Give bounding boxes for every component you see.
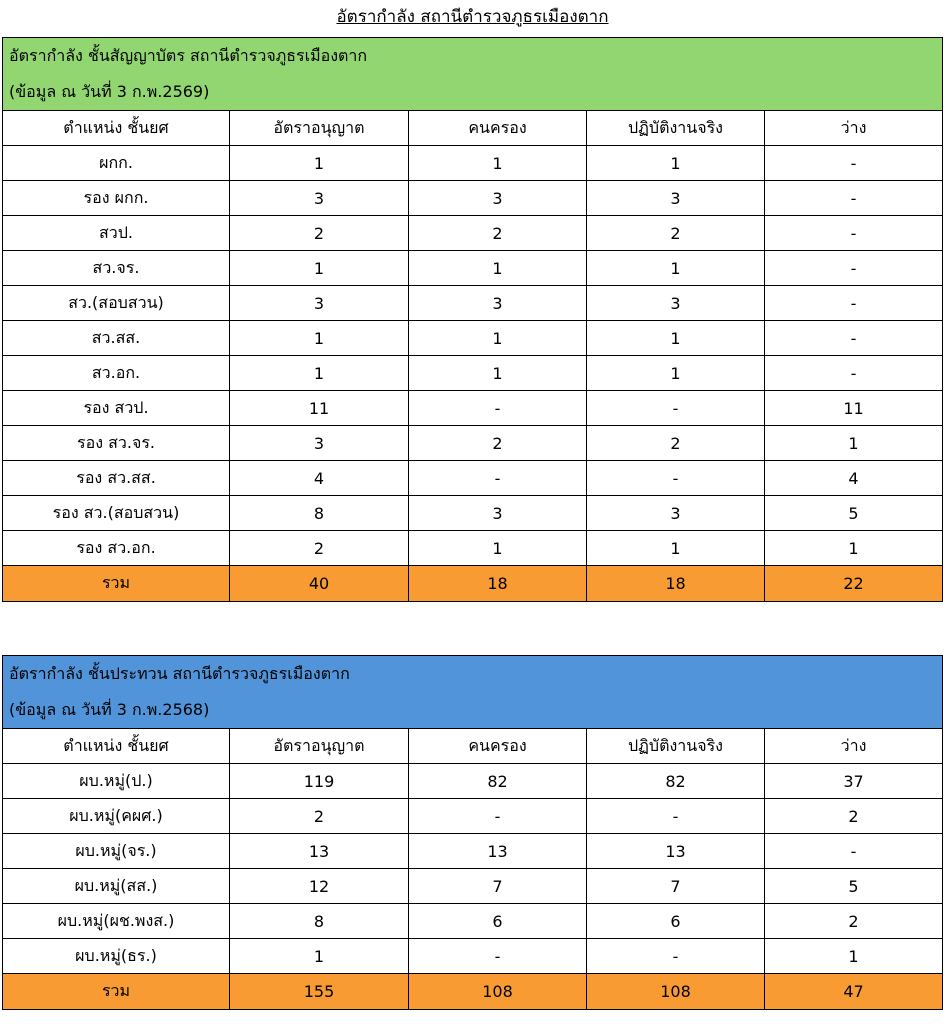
value-cell: 13 [587, 834, 765, 869]
value-cell: 6 [587, 904, 765, 939]
value-cell: 1 [765, 939, 943, 974]
value-cell: 2 [230, 216, 409, 251]
value-cell: - [765, 146, 943, 181]
table-title: อัตรากำลัง ชั้นสัญญาบัตร สถานีตำรวจภูธรเมืองตาก [3, 38, 943, 75]
value-cell: 5 [765, 869, 943, 904]
value-cell: - [765, 181, 943, 216]
value-cell: 1 [765, 531, 943, 566]
value-cell: - [765, 251, 943, 286]
value-cell: - [587, 799, 765, 834]
table-row [3, 426, 943, 461]
total-value: 18 [587, 566, 765, 602]
rank-cell: ผบ.หมู่(จร.) [3, 834, 230, 869]
value-cell: 1 [409, 531, 587, 566]
value-cell: 3 [230, 286, 409, 321]
table-subtitle-row [3, 692, 943, 729]
value-cell: 7 [587, 869, 765, 904]
value-cell: - [765, 834, 943, 869]
table-row [3, 216, 943, 251]
value-cell: 2 [765, 904, 943, 939]
value-cell: 3 [409, 496, 587, 531]
value-cell: 1 [409, 356, 587, 391]
value-cell: 1 [409, 251, 587, 286]
value-cell: 3 [587, 496, 765, 531]
rank-cell: ผบ.หมู่(ป.) [3, 764, 230, 799]
value-cell: - [409, 799, 587, 834]
value-cell: - [587, 939, 765, 974]
rank-cell: รอง สว.อก. [3, 531, 230, 566]
total-row [3, 974, 943, 1010]
total-value: 40 [230, 566, 409, 602]
table-row [3, 321, 943, 356]
table-row [3, 286, 943, 321]
column-header: คนครอง [409, 111, 587, 146]
value-cell: 3 [587, 181, 765, 216]
table-row [3, 461, 943, 496]
value-cell: 13 [409, 834, 587, 869]
column-header: ตำแหน่ง ชั้นยศ [3, 729, 230, 764]
value-cell: 2 [765, 799, 943, 834]
value-cell: - [765, 216, 943, 251]
value-cell: - [765, 356, 943, 391]
column-header: ว่าง [765, 111, 943, 146]
value-cell: 3 [230, 181, 409, 216]
value-cell: - [409, 461, 587, 496]
value-cell: - [409, 939, 587, 974]
rank-cell: ผบ.หมู่(สส.) [3, 869, 230, 904]
value-cell: - [587, 461, 765, 496]
table-title: อัตรากำลัง ชั้นประทวน สถานีตำรวจภูธรเมืองตาก [3, 656, 943, 693]
rank-cell: ผบ.หมู่(คผศ.) [3, 799, 230, 834]
rank-cell: ผกก. [3, 146, 230, 181]
total-row [3, 566, 943, 602]
value-cell: 1 [230, 146, 409, 181]
value-cell: 1 [587, 356, 765, 391]
value-cell: 8 [230, 904, 409, 939]
rank-cell: รอง สว.สส. [3, 461, 230, 496]
value-cell: 119 [230, 764, 409, 799]
value-cell: 2 [409, 426, 587, 461]
table-row [3, 764, 943, 799]
rank-cell: ผบ.หมู่(ธร.) [3, 939, 230, 974]
value-cell: 2 [409, 216, 587, 251]
column-header: อัตราอนุญาต [230, 729, 409, 764]
column-header: ว่าง [765, 729, 943, 764]
rank-cell: ผบ.หมู่(ผช.พงส.) [3, 904, 230, 939]
rank-cell: สว.จร. [3, 251, 230, 286]
value-cell: 2 [587, 426, 765, 461]
value-cell: 2 [230, 531, 409, 566]
rank-cell: สว.สส. [3, 321, 230, 356]
table-row [3, 904, 943, 939]
rank-cell: รอง สว.จร. [3, 426, 230, 461]
value-cell: 1 [587, 531, 765, 566]
total-value: 108 [587, 974, 765, 1010]
value-cell: 1 [587, 321, 765, 356]
rank-cell: รอง สวป. [3, 391, 230, 426]
value-cell: 1 [230, 939, 409, 974]
value-cell: - [409, 391, 587, 426]
table-row [3, 939, 943, 974]
value-cell: 6 [409, 904, 587, 939]
table-row [3, 496, 943, 531]
value-cell: 7 [409, 869, 587, 904]
value-cell: 1 [409, 321, 587, 356]
value-cell: 3 [409, 286, 587, 321]
table-row [3, 869, 943, 904]
value-cell: 13 [230, 834, 409, 869]
value-cell: 1 [230, 356, 409, 391]
page-title: อัตรากำลัง สถานีตำรวจภูธรเมืองตาก [336, 7, 609, 27]
total-value: 155 [230, 974, 409, 1010]
value-cell: 82 [587, 764, 765, 799]
value-cell: 8 [230, 496, 409, 531]
column-header-row [3, 111, 943, 146]
rank-cell: สวป. [3, 216, 230, 251]
column-header: ตำแหน่ง ชั้นยศ [3, 111, 230, 146]
rank-cell: สว.(สอบสวน) [3, 286, 230, 321]
value-cell: 1 [587, 251, 765, 286]
value-cell: 3 [587, 286, 765, 321]
value-cell: 4 [230, 461, 409, 496]
total-label: รวม [3, 566, 230, 602]
value-cell: 2 [230, 799, 409, 834]
value-cell: 1 [409, 146, 587, 181]
value-cell: 1 [587, 146, 765, 181]
value-cell: 11 [765, 391, 943, 426]
total-value: 22 [765, 566, 943, 602]
column-header: อัตราอนุญาต [230, 111, 409, 146]
rank-cell: รอง สว.(สอบสวน) [3, 496, 230, 531]
value-cell: - [765, 286, 943, 321]
table-row [3, 531, 943, 566]
value-cell: - [587, 391, 765, 426]
total-value: 47 [765, 974, 943, 1010]
value-cell: 1 [765, 426, 943, 461]
table-row [3, 799, 943, 834]
value-cell: 1 [230, 321, 409, 356]
table-row [3, 146, 943, 181]
total-value: 18 [409, 566, 587, 602]
rank-cell: สว.อก. [3, 356, 230, 391]
value-cell: 1 [230, 251, 409, 286]
column-header: คนครอง [409, 729, 587, 764]
value-cell: 2 [587, 216, 765, 251]
value-cell: 3 [230, 426, 409, 461]
table-row [3, 251, 943, 286]
value-cell: 4 [765, 461, 943, 496]
table-subtitle-row [3, 74, 943, 111]
table-date-note: (ข้อมูล ณ วันที่ 3 ก.พ.2569) [3, 74, 943, 111]
table-row [3, 181, 943, 216]
total-value: 108 [409, 974, 587, 1010]
rank-cell: รอง ผกก. [3, 181, 230, 216]
table-title-row [3, 38, 943, 75]
ncp-strength-table [2, 655, 943, 1010]
officer-strength-table [2, 37, 943, 602]
value-cell: 37 [765, 764, 943, 799]
value-cell: 3 [409, 181, 587, 216]
table-title-row [3, 656, 943, 693]
column-header: ปฏิบัติงานจริง [587, 111, 765, 146]
table-row [3, 834, 943, 869]
total-label: รวม [3, 974, 230, 1010]
value-cell: 82 [409, 764, 587, 799]
column-header: ปฏิบัติงานจริง [587, 729, 765, 764]
value-cell: 12 [230, 869, 409, 904]
table-row [3, 391, 943, 426]
value-cell: - [765, 321, 943, 356]
value-cell: 11 [230, 391, 409, 426]
table-date-note: (ข้อมูล ณ วันที่ 3 ก.พ.2568) [3, 692, 943, 729]
column-header-row [3, 729, 943, 764]
table-row [3, 356, 943, 391]
value-cell: 5 [765, 496, 943, 531]
